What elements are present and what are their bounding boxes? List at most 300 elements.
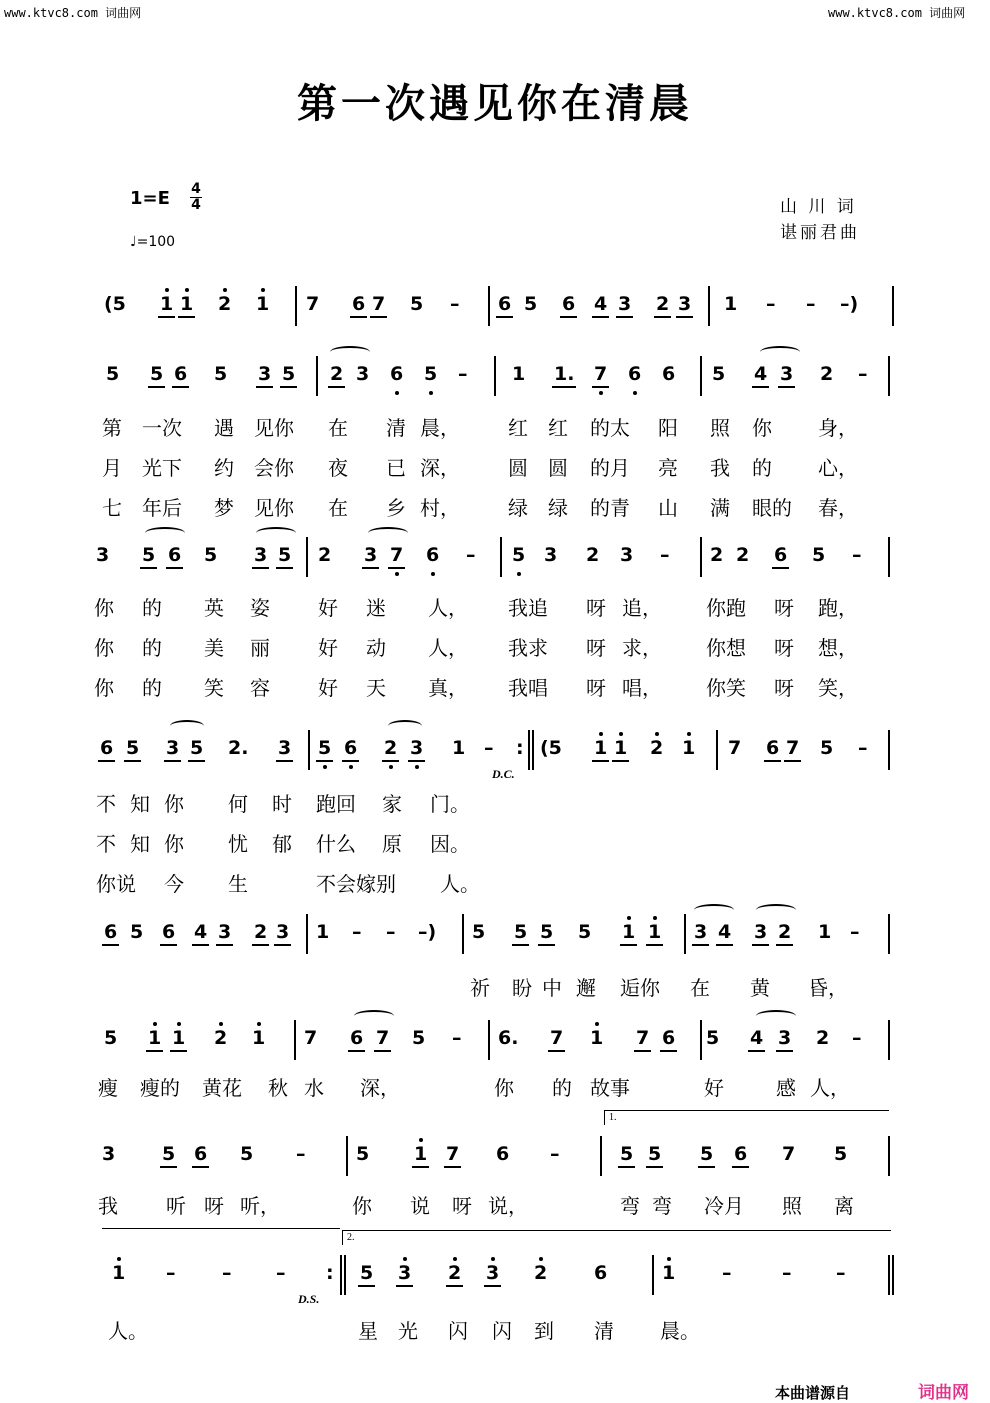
lyric-word: 一次 [142,416,182,440]
note: 2 [318,544,332,566]
underline [552,386,576,388]
note: 1 [148,1028,161,1048]
octave-dot [619,732,623,736]
underline [124,760,141,762]
octave-dot [389,765,393,769]
lyric-word: 见你 [254,496,294,520]
note: 6 [734,1144,747,1164]
underline [276,567,293,569]
note: – [450,293,460,315]
note: – [850,921,860,943]
octave-dot [261,288,265,292]
underline [388,567,405,569]
note: 5 [472,921,486,943]
note: 5 [712,363,726,385]
lyric-word: 人， [428,636,468,660]
underline [342,760,359,762]
lyric-word: 故事 [590,1076,630,1100]
octave-dot [599,391,603,395]
underline [776,944,793,946]
lyric-word: 遇 [214,416,234,440]
notation-row [0,354,990,394]
note: – [296,1143,306,1165]
lyric-word: 人。 [440,872,480,896]
lyric-word: 昏， [808,976,848,1000]
note: – [836,1262,846,1284]
lyric-word: 好 [704,1076,724,1100]
underline [560,316,577,318]
note: – [722,1262,732,1284]
lyric-word: 弯 [652,1194,672,1218]
note: 5 [214,363,228,385]
slur [145,527,185,539]
octave-dot [223,288,227,292]
lyric-word: 圆 [508,456,528,480]
lyric-word: 不会 [316,872,356,896]
underline [396,1285,413,1287]
lyric-word: 原 [382,832,402,856]
note: 7 [782,1143,796,1165]
octave-dot [349,765,353,769]
barline [652,1255,654,1295]
note: 5 [820,737,834,759]
underline [646,944,663,946]
dc-mark: D.C. [492,767,515,781]
note: 5 [700,1144,713,1164]
lyric-word: 听， [240,1194,280,1218]
lyric-word: 你 [494,1076,514,1100]
note: 7 [594,364,607,384]
barline [294,1020,296,1060]
lyric-word: 冷月 [704,1194,744,1218]
note: – [352,921,362,943]
underline [512,944,529,946]
note: (5 [540,737,562,759]
note: 1 [256,294,269,314]
note: – [466,544,476,566]
lyric-word: 的太 [590,416,630,440]
note: 1 [594,738,607,758]
lyric-word: 门。 [430,792,470,816]
note: 3 [618,294,631,314]
lyric-word: 人， [428,596,468,620]
note: –) [418,921,437,943]
barline [700,1020,702,1060]
octave-dot [453,1257,457,1261]
lyric-word: 黄 [750,976,770,1000]
barline [888,730,890,770]
octave-dot [219,1022,223,1026]
slur [388,720,422,732]
underline [252,944,269,946]
octave-dot [627,916,631,920]
lyric-word: 我求 [508,636,548,660]
lyric-word: 满 [710,496,730,520]
note: 3 [780,364,793,384]
lyric-word: 说， [488,1194,528,1218]
underline [348,1050,365,1052]
underline [616,316,633,318]
slur [368,527,408,539]
lyric-word: 年后 [142,496,182,520]
lyric-word: 已 [386,456,406,480]
note: 3 [678,294,691,314]
lyric-word: 照 [710,416,730,440]
lyric-word: 你 [94,596,114,620]
note: 1 [160,294,173,314]
barline [488,286,490,326]
underline [362,567,379,569]
underline [676,316,693,318]
barline [528,730,530,770]
note: 5 [706,1027,720,1049]
underline [752,944,769,946]
lyric-word: 弯 [620,1194,640,1218]
lyric-word: 呀 [774,636,794,660]
lyric-word: 见你 [254,416,294,440]
note: 1 [724,293,738,315]
barline [700,537,702,577]
barline [600,1136,602,1176]
note: 5 [412,1027,426,1049]
octave-dot [403,1257,407,1261]
lyric-word: 好 [318,636,338,660]
barline [346,1136,348,1176]
underline [592,386,609,388]
barline [295,286,297,326]
underline [408,760,425,762]
lyric-word: 忧 [228,832,248,856]
note: 2 [816,1027,830,1049]
note: 6 [496,1143,510,1165]
underline [444,1166,461,1168]
lyric-word: 丽 [250,636,270,660]
note: 7 [786,738,799,758]
octave-dot [599,732,603,736]
lyric-word: 的 [142,676,162,700]
underline [538,944,555,946]
note: 4 [594,294,607,314]
note: 6 [774,545,787,565]
note: 5 [356,1143,370,1165]
note: 3 [278,738,291,758]
note: 5 [648,1144,661,1164]
note: – [766,293,776,315]
underline [148,386,165,388]
note: 3 [544,544,558,566]
note: 1 [614,738,627,758]
octave-dot [395,572,399,576]
barline [500,537,502,577]
lyric-word: 你 [752,416,772,440]
lyric-word: 在 [690,976,710,1000]
note: 5 [410,293,424,315]
barline [888,1255,890,1295]
note: 5 [104,1027,118,1049]
volta-2-label: 2. [347,1232,355,1243]
lyric-word: 你 [164,832,184,856]
note: – [852,544,862,566]
lyric-word: 美 [204,636,224,660]
slur [170,720,204,732]
time-top: 4 [191,181,201,197]
note: – [858,363,868,385]
lyric-word: 光 [398,1319,418,1343]
footer-logo: 词曲网 [918,1383,969,1403]
note: 2 [218,294,231,314]
lyric-word: 的青 [590,496,630,520]
underline [732,1166,749,1168]
lyric-word: 动 [366,636,386,660]
note: 5 [812,544,826,566]
underline [350,316,367,318]
header-left: www.ktvc8.com 词曲网 [4,6,142,20]
slur [354,1010,394,1022]
octave-dot [415,765,419,769]
note: 7 [446,1144,459,1164]
note: : [516,737,524,759]
note: 5 [150,364,163,384]
lyric-word: 亮 [658,456,678,480]
underline [172,386,189,388]
octave-dot [257,1022,261,1026]
note: 2. [228,737,249,759]
note: 5 [142,545,155,565]
lyric-word: 我唱 [508,676,548,700]
underline [164,760,181,762]
note: 5 [162,1144,175,1164]
lyric-word: 夜 [328,456,348,480]
note: 5 [578,921,592,943]
octave-dot [539,1257,543,1261]
lyric-word: 到 [534,1319,554,1343]
note: 1 [662,1263,675,1283]
volta-1-label: 1. [609,1112,617,1123]
underline [496,316,513,318]
time-bottom: 4 [191,197,201,213]
lyric-word: 第 [102,416,122,440]
underline [316,760,333,762]
volta-1-end [102,1228,340,1243]
notation-row [0,1134,990,1174]
octave-dot [165,288,169,292]
note: 5 [834,1143,848,1165]
note: 3 [258,364,271,384]
key-signature: 1=E [130,188,170,209]
note: – [386,921,396,943]
underline [620,944,637,946]
lyric-word: 晨， [420,416,460,440]
lyric-word: 听 [166,1194,186,1218]
lyric-word: 生 [228,872,248,896]
lyric-word: 的 [552,1076,572,1100]
slur [694,904,734,916]
barline [700,356,702,396]
note: 6 [628,364,641,384]
note: 3 [356,363,370,385]
octave-dot [323,765,327,769]
lyric-word: 逅你 [620,976,660,1000]
note: 1 [180,294,193,314]
note: 2 [448,1263,461,1283]
lyric-word: 红 [508,416,528,440]
note: 3 [254,545,267,565]
lyric-word: 家 [382,792,402,816]
note: 1 [682,738,695,758]
header-right: www.ktvc8.com 词曲网 [828,6,966,20]
footer-note: 本曲谱源自 [775,1384,851,1402]
lyric-word: 阳 [658,416,678,440]
underline [592,316,609,318]
note: 2 [254,922,267,942]
lyric-word: 村， [420,496,460,520]
note: – [276,1262,286,1284]
lyric-word: 天 [366,676,386,700]
lyric-word: 晨。 [660,1319,700,1343]
note: 1 [622,922,635,942]
underline [698,1166,715,1168]
lyric-word: 你 [94,636,114,660]
lyric-word: 绿 [548,496,568,520]
lyric-word: 时 [272,792,292,816]
lyric-word: 我追 [508,596,548,620]
lyric-word: 好 [318,676,338,700]
lyric-word: 中 [542,976,562,1000]
lyric-word: 秋 [268,1076,288,1100]
octave-dot [185,288,189,292]
note: 1 [414,1144,427,1164]
notation-row [0,284,990,324]
note: 2 [214,1028,227,1048]
underline [140,567,157,569]
note: 3 [96,544,110,566]
lyric-word: 求， [622,636,662,660]
lyric-word: 深， [360,1076,400,1100]
note: 7 [728,737,742,759]
lyric-word: 追， [622,596,662,620]
volta-1 [604,1110,889,1125]
note: 6 [498,294,511,314]
underline [784,760,801,762]
lyric-word: 绿 [508,496,528,520]
note: 3 [218,922,231,942]
note: 5 [282,364,295,384]
note: 6 [100,738,113,758]
barline [488,1020,490,1060]
note: – [660,544,670,566]
lyric-word: 跑， [818,596,858,620]
lyric-word: 呀 [586,636,606,660]
underline [618,1166,635,1168]
note: 7 [372,294,385,314]
octave-dot [655,732,659,736]
lyric-word: 人， [810,1076,850,1100]
note: 4 [750,1028,763,1048]
lyric-word: 你笑 [706,676,746,700]
lyric-word: 什么 [316,832,356,856]
underline [748,1050,765,1052]
lyric-word: 的 [142,596,162,620]
note: 6 [766,738,779,758]
note: – [452,1027,462,1049]
underline [158,316,175,318]
barline [316,356,318,396]
lyric-word: 我 [710,456,730,480]
slur [760,346,800,358]
octave-dot [419,1138,423,1142]
lyric-word: 瘦的 [140,1076,180,1100]
underline [548,1050,565,1052]
underline [160,1166,177,1168]
lyric-word: 黄花 [202,1076,242,1100]
barline [892,1255,894,1295]
note: 1 [818,921,832,943]
note: 3 [486,1263,499,1283]
barline [892,286,894,326]
note: 5 [540,922,553,942]
lyric-word: 不 [96,792,116,816]
note: 1 [590,1028,603,1048]
note: 3 [620,544,634,566]
octave-dot [633,391,637,395]
underline [592,760,609,762]
note: – [550,1143,560,1165]
lyric-word: 在 [328,496,348,520]
lyric-word: 月 [102,456,122,480]
lyric-word: 笑 [204,676,224,700]
lyric-word: 迷 [366,596,386,620]
underline [358,1285,375,1287]
lyric-word: 英 [204,596,224,620]
barline [888,914,890,954]
lyric-word: 清 [594,1319,614,1343]
note: 6 [662,1028,675,1048]
note: 7 [550,1028,563,1048]
underline [716,944,733,946]
underline [274,944,291,946]
barline [306,537,308,577]
octave-dot [153,1022,157,1026]
note: 1 [452,737,466,759]
lyric-word: 光下 [142,456,182,480]
lyric-word: 山 [658,496,678,520]
lyric-word: 何 [228,792,248,816]
note: 6 [104,922,117,942]
underline [166,567,183,569]
barline [344,1255,346,1295]
note: 1 [316,921,330,943]
note: 4 [718,922,731,942]
note: 2 [534,1263,547,1283]
lyricist-credit: 山 川 词 [780,197,857,217]
note: 2 [820,363,834,385]
ds-mark: D.S. [298,1292,320,1306]
lyric-word: 的月 [590,456,630,480]
lyric-word: 眼的 [752,496,792,520]
note: 1 [172,1028,185,1048]
note: 1 [648,922,661,942]
lyric-word: 今 [164,872,184,896]
note: 2 [710,544,724,566]
underline [752,386,769,388]
underline [192,1166,209,1168]
lyric-word: 呀 [586,596,606,620]
barline [340,1255,342,1295]
underline [654,316,671,318]
note: – [858,737,868,759]
lyric-word: 呀 [774,596,794,620]
barline [306,914,308,954]
